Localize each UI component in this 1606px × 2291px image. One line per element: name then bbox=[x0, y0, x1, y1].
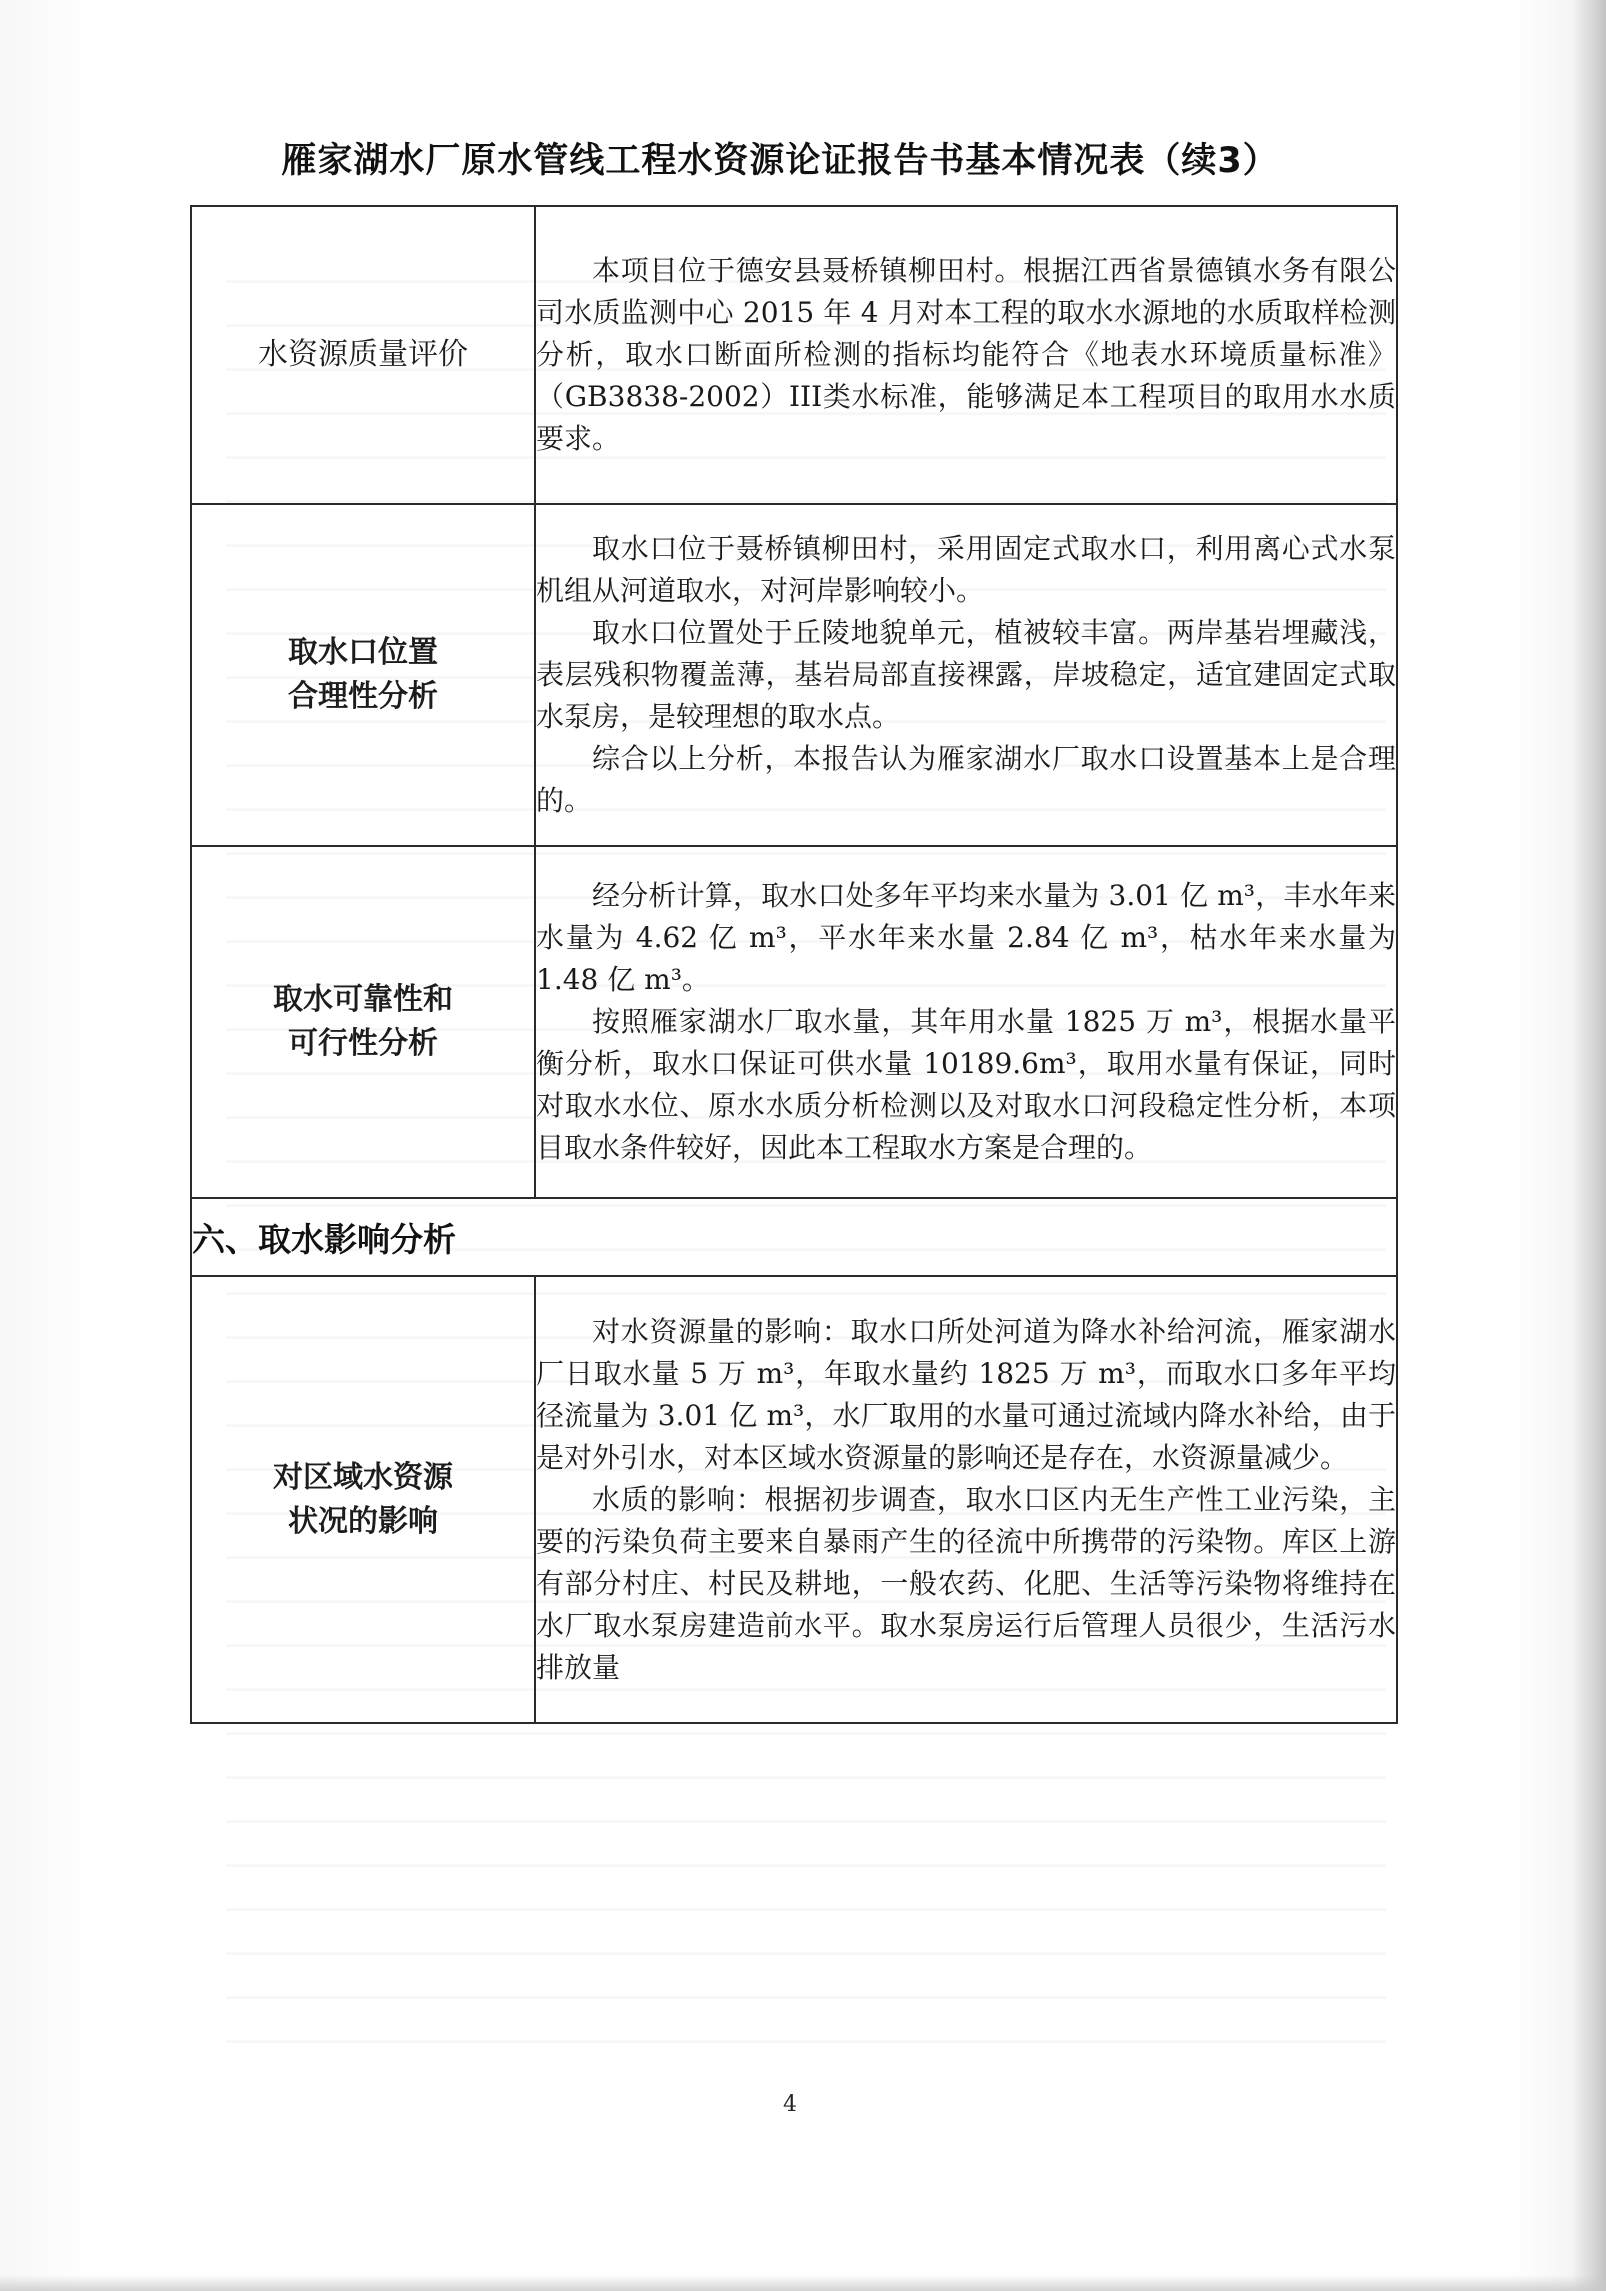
label-line: 对区域水资源 bbox=[273, 1459, 453, 1495]
label-reliability bbox=[191, 846, 535, 1198]
label-line: 取水口位置 bbox=[288, 635, 438, 670]
paragraph: 经分析计算，取水口处多年平均来水量为 3.01 亿 m³，丰水年来水量为 4.62 亿 m³，平水年来水量 2.84 亿 m³，枯水年来水量为 1.48 亿 m³。 bbox=[536, 879, 1396, 996]
content-regional-impact bbox=[535, 1276, 1397, 1723]
content-reliability bbox=[535, 846, 1397, 1198]
label-line: 合理性分析 bbox=[288, 679, 438, 714]
label-intake-location bbox=[191, 504, 535, 846]
paragraph: 水质的影响：根据初步调查，取水口区内无生产性工业污染，主要的污染负荷主要来自暴雨产生的径流中所携带的污染物。库区上游有部分村庄、村民及耕地，一般农药、化肥、生活等污染物将维持在水厂取水泵房建造前水平。取水泵房运行后管理人员很少，生活污水排放量 bbox=[536, 1482, 1396, 1684]
table-row-reliability bbox=[191, 846, 1397, 1198]
content-intake-location bbox=[535, 504, 1397, 846]
label-line: 状况的影响 bbox=[288, 1503, 438, 1539]
section-heading-six: 六、取水影响分析 bbox=[191, 1198, 1397, 1276]
table-row-section-heading bbox=[191, 1198, 1397, 1276]
label-line: 可行性分析 bbox=[288, 1026, 438, 1061]
label-water-quality: 水资源质量评价 bbox=[191, 206, 535, 504]
content-water-quality bbox=[535, 206, 1397, 504]
scan-edge-bottom bbox=[0, 2275, 1606, 2291]
paragraph: 按照雁家湖水厂取水量，其年用水量 1825 万 m³，根据水量平衡分析，取水口保证可供水量 10189.6m³，取用水量有保证，同时对取水水位、原水水质分析检测以及对取水口河段稳定性分析，本项目取水条件较好，因此本工程取水方案是合理的。 bbox=[536, 1005, 1396, 1164]
table-row-intake-location bbox=[191, 504, 1397, 846]
basic-info-table bbox=[190, 205, 1398, 1724]
paragraph: 对水资源量的影响：取水口所处河道为降水补给河流，雁家湖水厂日取水量 5 万 m³，年取水量约 1825 万 m³，而取水口多年平均径流量为 3.01 亿 m³，水厂取用的水量可通过流域内降水补给，由于是对外引水，对本区域水资源量的影响还是存在，水资源量减少。 bbox=[536, 1314, 1396, 1474]
label-regional-impact bbox=[191, 1276, 535, 1723]
paragraph: 取水口位置处于丘陵地貌单元，植被较丰富。两岸基岩埋藏浅，表层残积物覆盖薄，基岩局部直接裸露，岸坡稳定，适宜建固定式取水泵房，是较理想的取水点。 bbox=[536, 616, 1396, 733]
paragraph: 综合以上分析，本报告认为雁家湖水厂取水口设置基本上是合理的。 bbox=[536, 742, 1396, 817]
document-title: 雁家湖水厂原水管线工程水资源论证报告书基本情况表（续3） bbox=[281, 141, 1279, 181]
scan-edge-right bbox=[1572, 0, 1606, 2291]
table-row-regional-impact bbox=[191, 1276, 1397, 1723]
table-row-water-quality bbox=[191, 206, 1397, 504]
paragraph: 取水口位于聂桥镇柳田村，采用固定式取水口，利用离心式水泵机组从河道取水，对河岸影响较小。 bbox=[536, 532, 1396, 607]
page-number: 4 bbox=[783, 2092, 797, 2117]
paragraph: 本项目位于德安县聂桥镇柳田村。根据江西省景德镇水务有限公司水质监测中心 2015 年 4 月对本工程的取水水源地的水质取样检测分析，取水口断面所检测的指标均能符合《地表水环境质量标准》（GB3838-2002）III类水标准，能够满足本工程项目的取用水水质要求。 bbox=[536, 254, 1396, 455]
label-line: 取水可靠性和 bbox=[273, 982, 453, 1017]
